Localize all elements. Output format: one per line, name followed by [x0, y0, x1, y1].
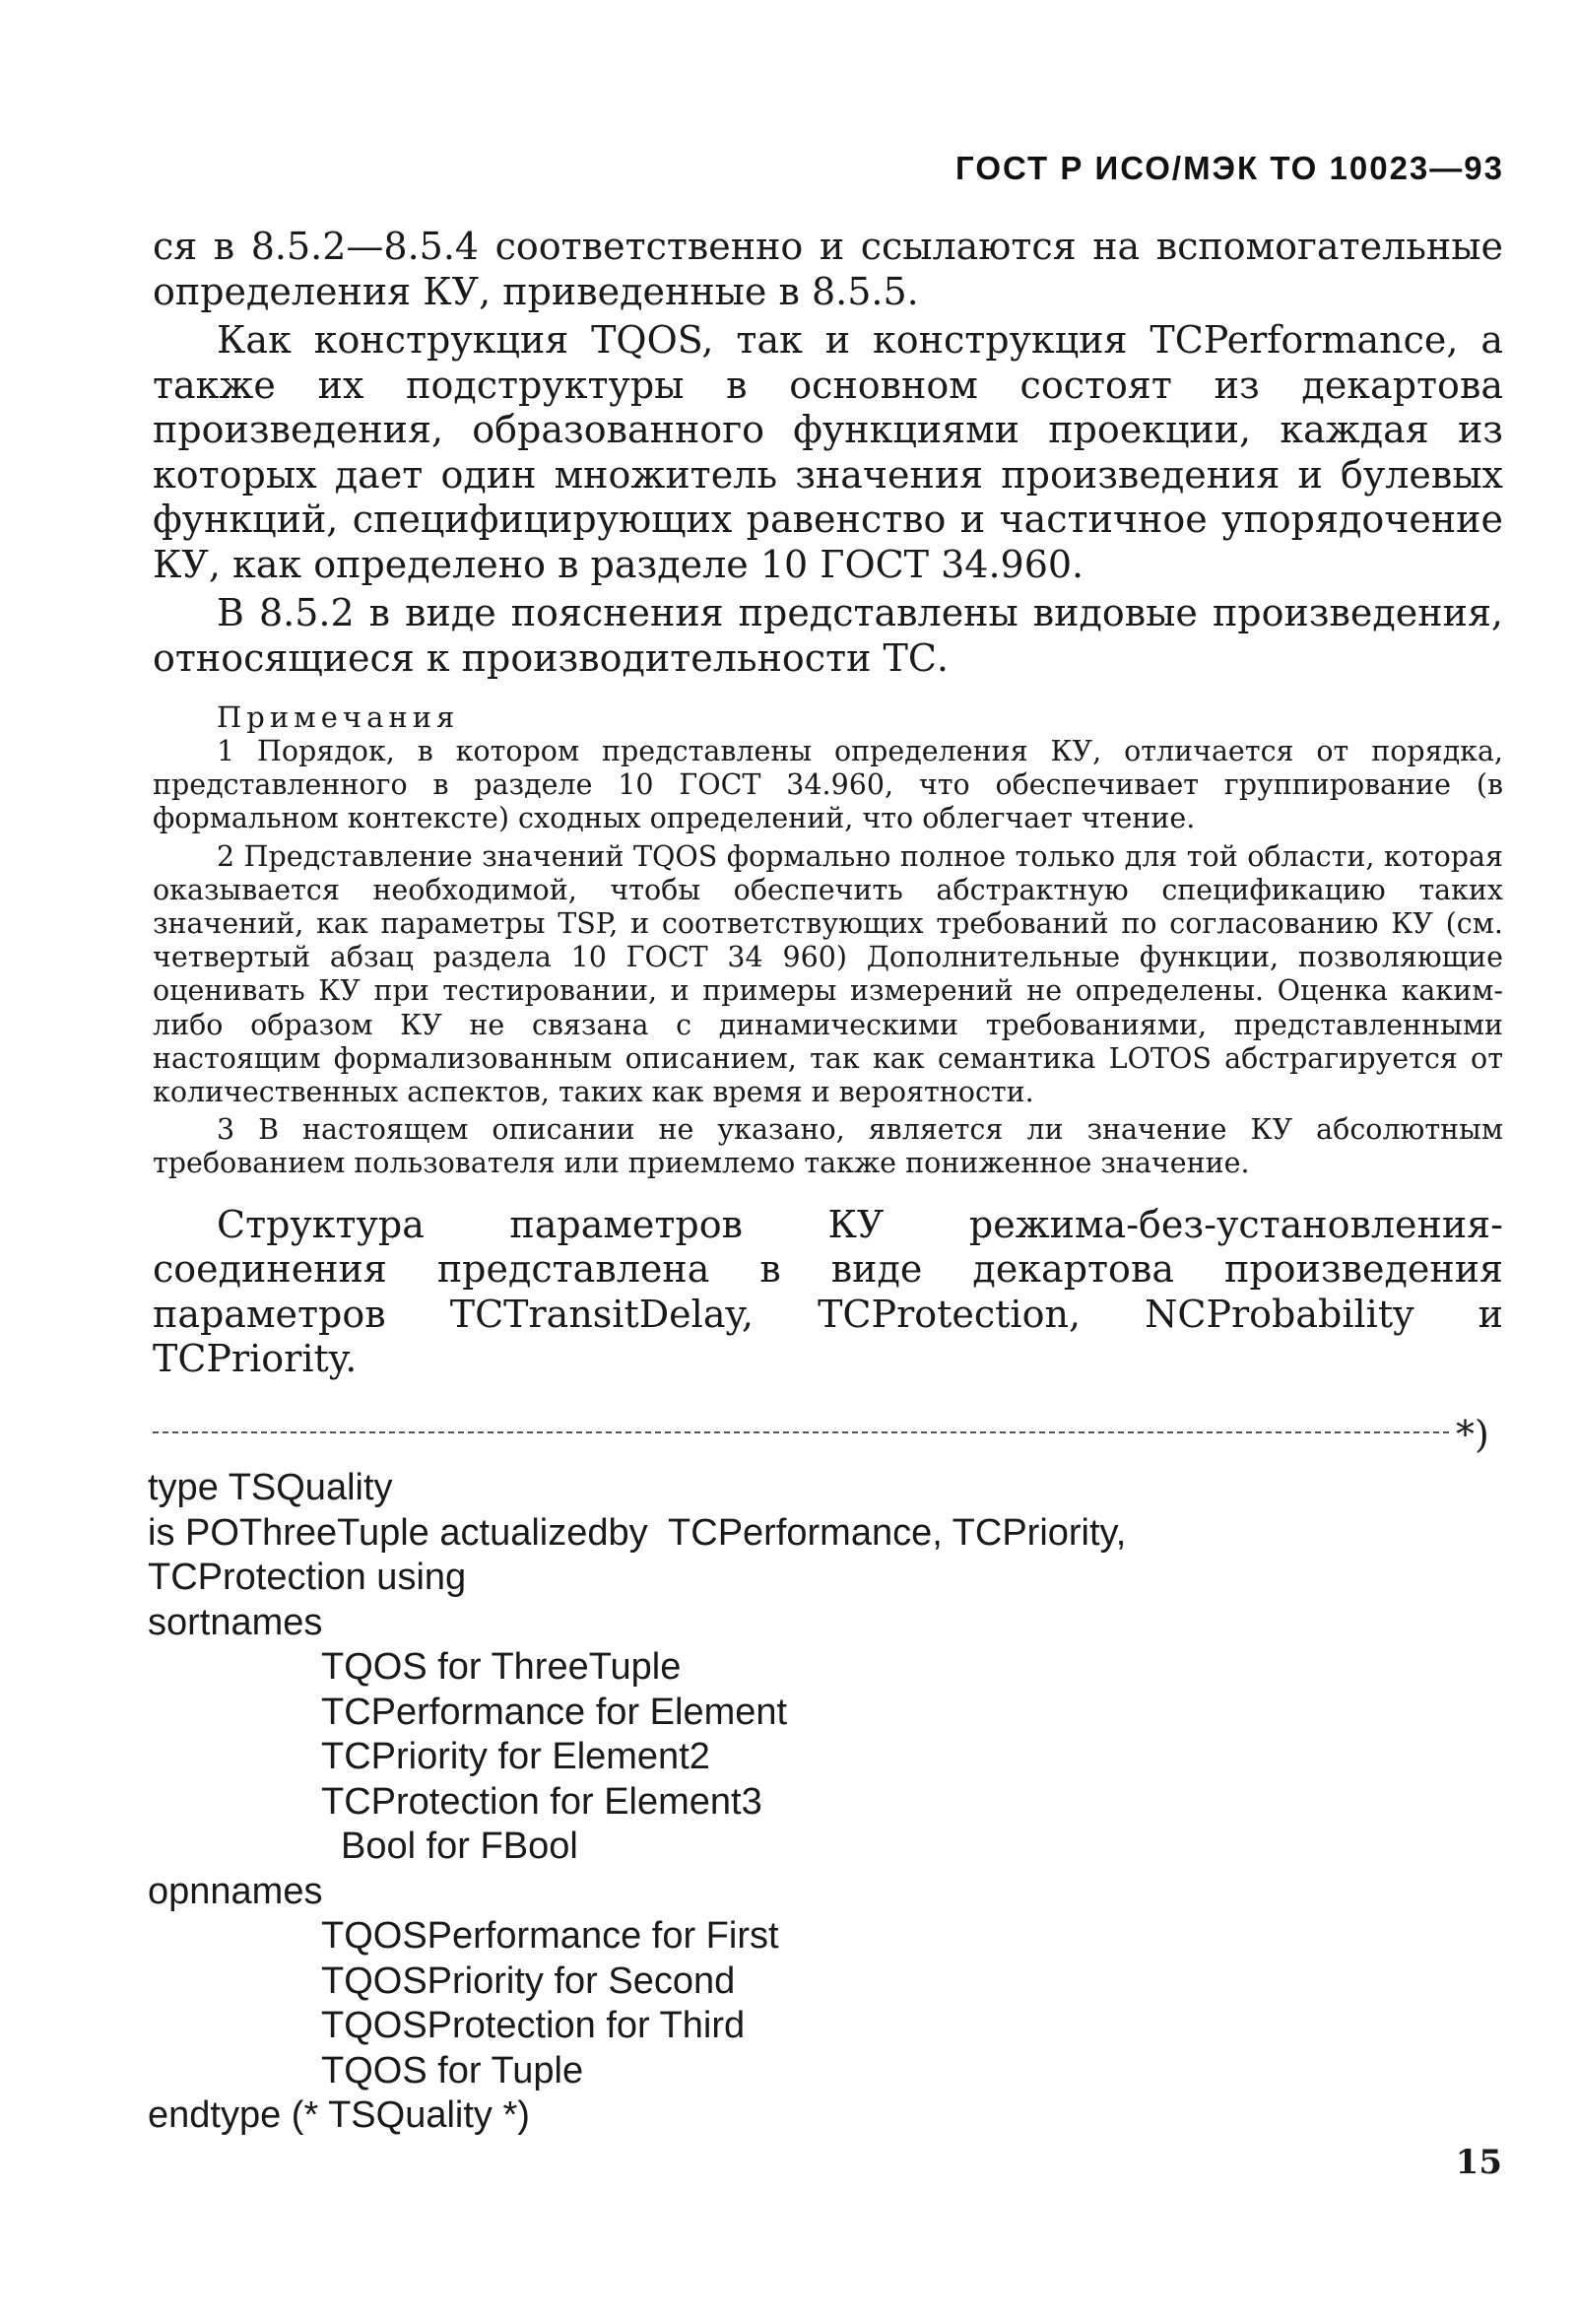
- code-line: Bool for FBool: [341, 1826, 578, 1867]
- code-line: TQOS for Tuple: [321, 2049, 584, 2092]
- code-line: is POThreeTuple actualizedby TCPerformance, TCPriority,: [148, 1511, 1127, 1554]
- code-line: sortnames: [148, 1601, 323, 1643]
- code-line: TCPerformance for Element: [321, 1691, 788, 1733]
- structure-paragraph: Структура параметров КУ режима-без-установления-соединения представлена в виде декартова произведения параметров TCTransitDelay, TCProtection, NCProbability и TCPriority.: [153, 1202, 1503, 1381]
- note-item: 3 В настоящем описании не указано, является ли значение КУ абсолютным требованием пользователя или приемлемо также пониженное значение.: [153, 1113, 1503, 1180]
- paragraph: ся в 8.5.2—8.5.4 соответственно и ссылаются на вспомогательные определения КУ, приведенные в 8.5.5.: [153, 225, 1503, 313]
- code-line: TQOSPriority for Second: [321, 1959, 736, 2002]
- code-line: TCProtection using: [148, 1557, 467, 1598]
- notes-title: Примечания: [217, 700, 460, 734]
- code-line: TCPriority for Element2: [321, 1736, 710, 1777]
- page-number: 15: [1455, 2143, 1502, 2182]
- code-line: TCProtection for Element3: [321, 1780, 762, 1823]
- code-line: opnnames: [148, 1870, 323, 1912]
- document-header: ГОСТ Р ИСО/МЭК ТО 10023—93: [955, 150, 1504, 186]
- code-line: type TSQuality: [148, 1467, 393, 1508]
- code-line: TQOSProtection for Third: [321, 2005, 746, 2046]
- separator-mark: *): [1456, 1413, 1489, 1456]
- code-line: TQOS for ThreeTuple: [321, 1646, 682, 1688]
- code-line: TQOSPerformance for First: [321, 1915, 779, 1957]
- note-item: 2 Представление значений TQOS формально полное только для той области, которая оказывается необходимой, чтобы обеспечить абстрактную спецификацию таких значений, как параметры TSP, и соответствующих требований по согласованию КУ (см. четвертый абзац раздела 10 ГОСТ 34 960) Дополнительные функции, позволяющие оценивать КУ при тестировании, и примеры измерений не определены. Оценка каким-либо образом КУ не связана с динамическими требованиями, представленными настоящим формализованным описанием, так как семантика LOTOS абстрагируется от количественных аспектов, таких как время и вероятности.: [153, 839, 1503, 1109]
- paragraph: Как конструкция TQOS, так и конструкция TCPerformance, а также их подструктуры в основном состоят из декартова произведения, образованного функциями проекции, каждая из которых дает один множитель значения произведения и булевых функций, специфицирующих равенство и частичное упорядочение КУ, как определено в разделе 10 ГОСТ 34.960.: [153, 318, 1503, 586]
- paragraph: В 8.5.2 в виде пояснения представлены видовые произведения, относящиеся к производительности ТС.: [153, 591, 1503, 680]
- lotos-code-block: [148, 1466, 1126, 2139]
- dashed-separator: [153, 1431, 1449, 1433]
- note-item: 1 Порядок, в котором представлены определения КУ, отличается от порядка, представленного в разделе 10 ГОСТ 34.960, что обеспечивает группирование (в формальном контексте) сходных определений, что облегчает чтение.: [153, 735, 1503, 835]
- notes-section: [153, 700, 1503, 1181]
- document-body: [153, 225, 1503, 1382]
- code-line: endtype (* TSQuality *): [148, 2094, 530, 2136]
